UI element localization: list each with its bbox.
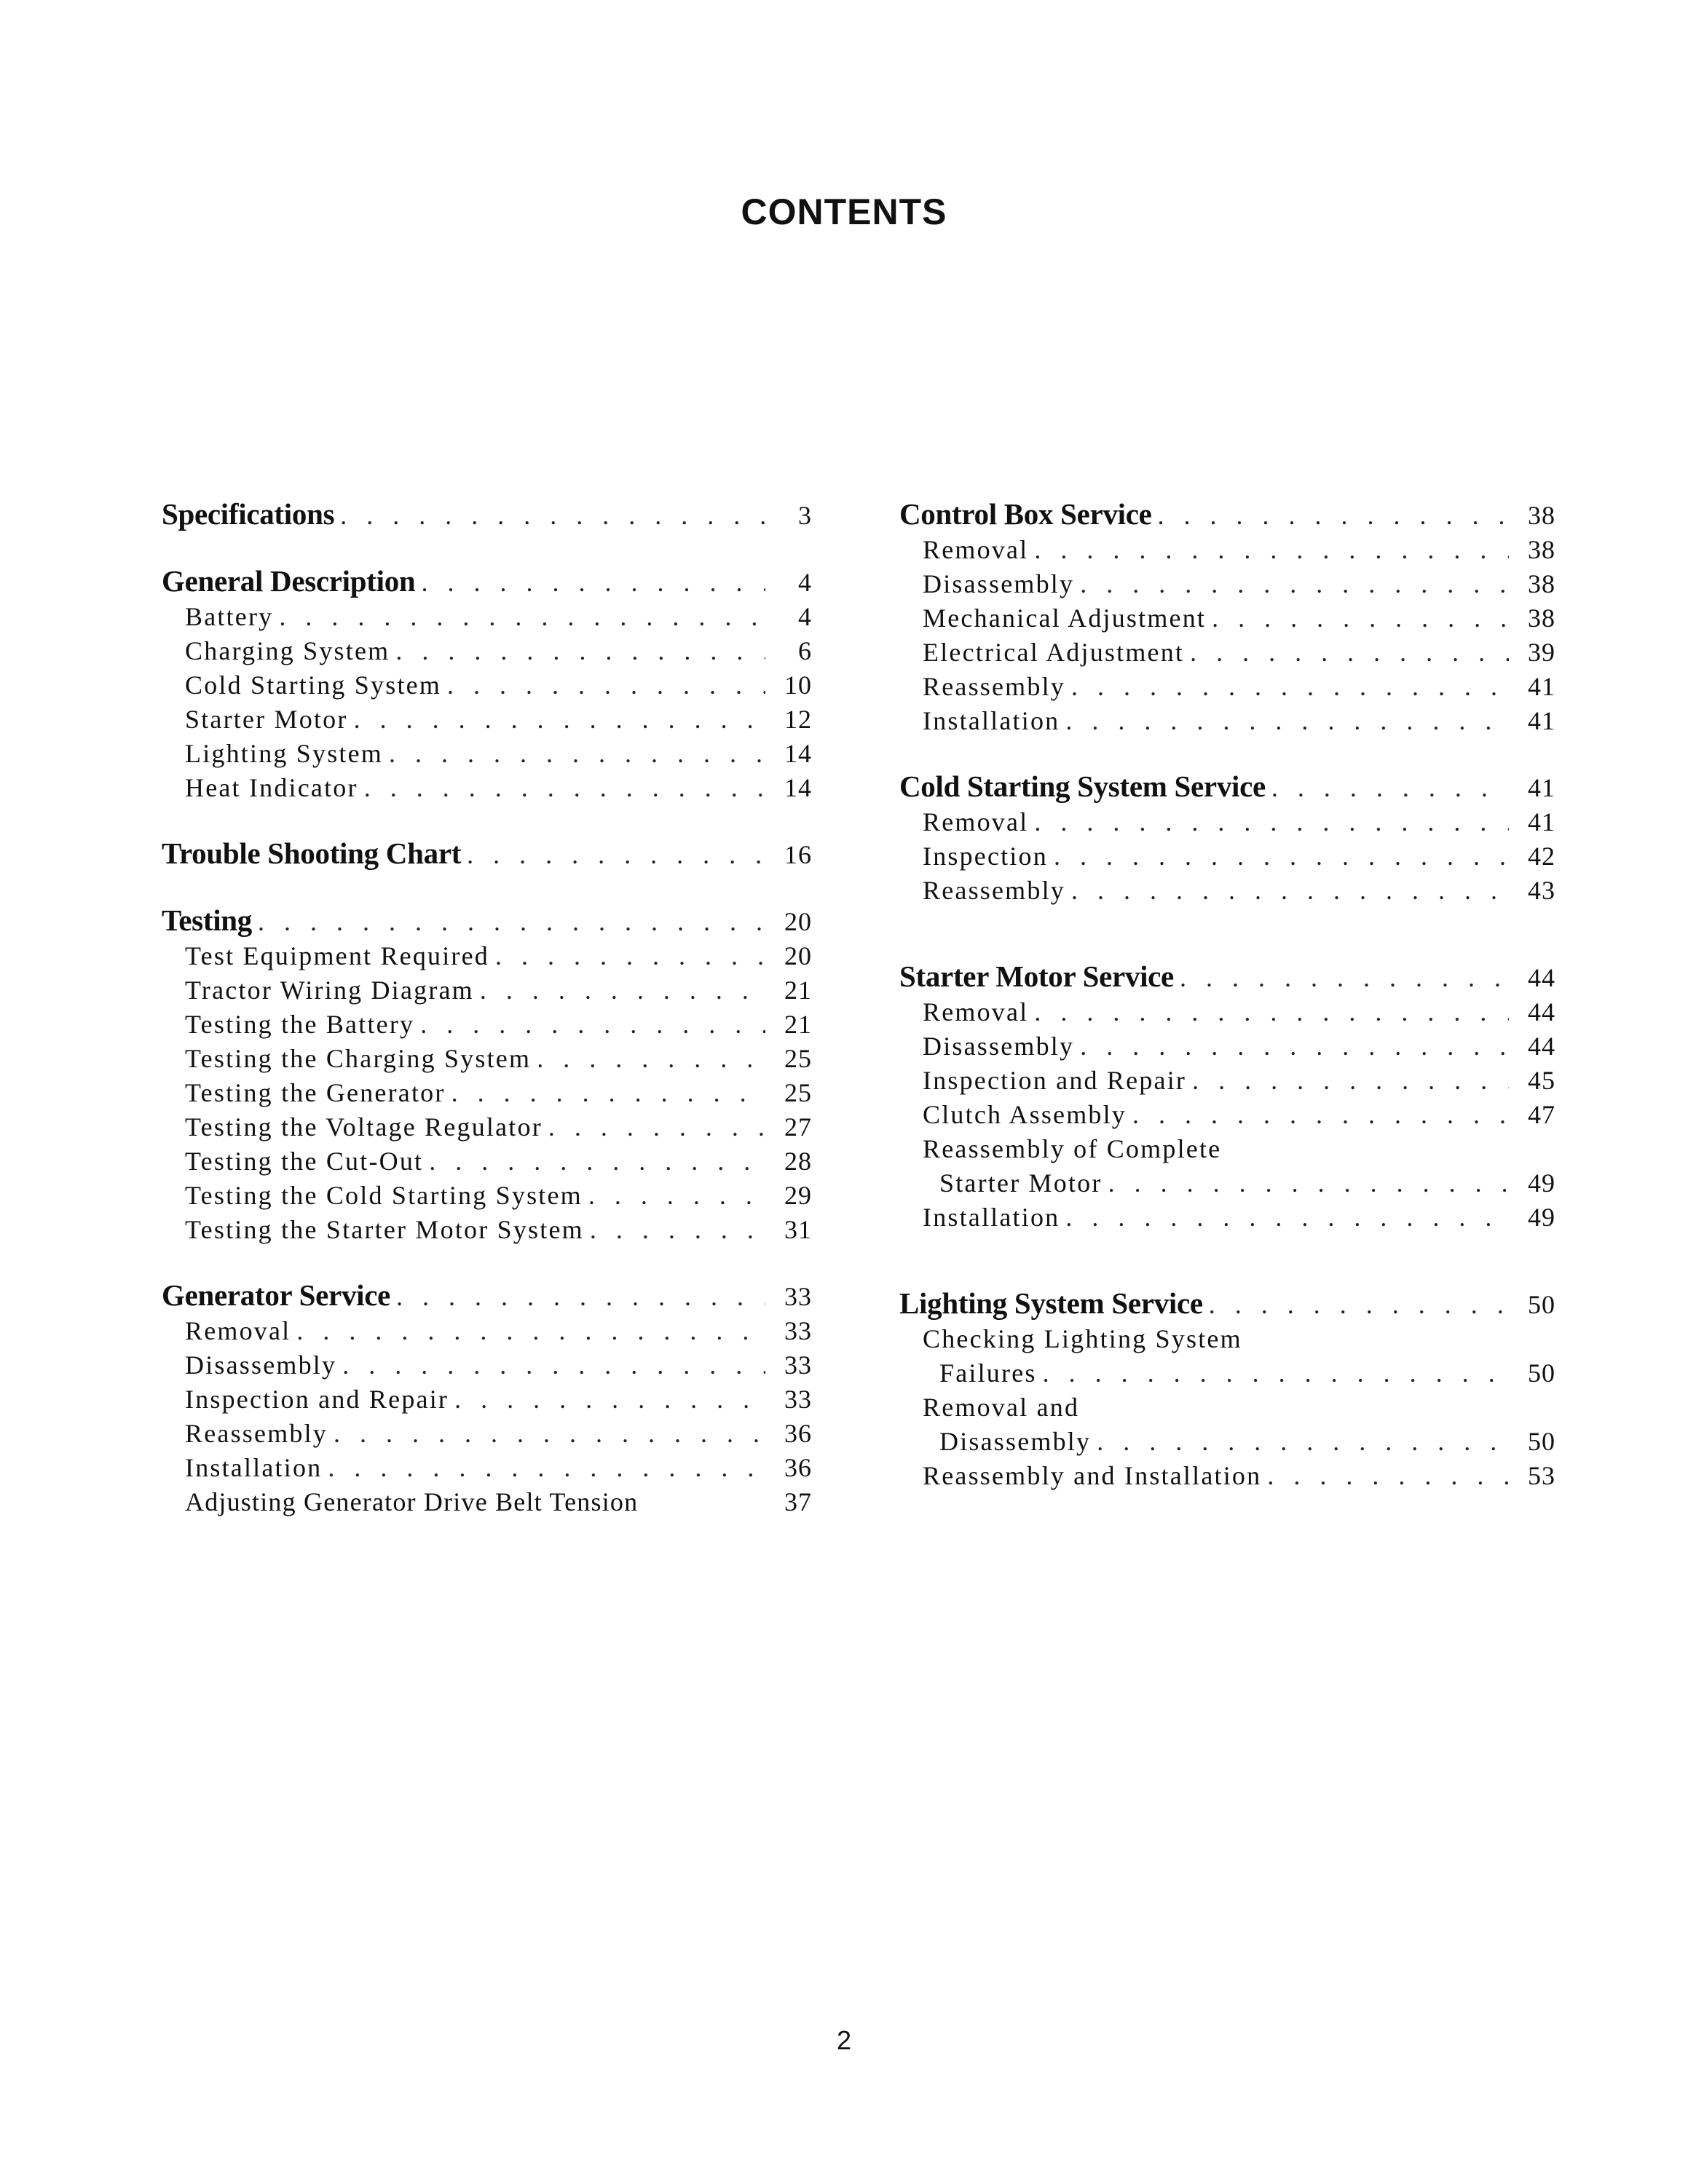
toc-item[interactable] <box>899 670 1555 704</box>
toc-item[interactable] <box>899 1459 1555 1493</box>
dot-leader <box>414 1008 765 1042</box>
toc-page-number: 20 <box>784 907 812 936</box>
toc-item-label: Testing the Voltage Regulator <box>185 1112 543 1142</box>
toc-page-number: 21 <box>784 1010 812 1039</box>
toc-item-label: Reassembly and Installation <box>923 1461 1262 1490</box>
toc-item-label: Installation <box>185 1453 323 1482</box>
toc-page-number: 36 <box>784 1453 812 1482</box>
dot-leader <box>543 1110 765 1144</box>
dot-leader <box>1261 1459 1509 1493</box>
toc-item-label: Reassembly of Complete <box>923 1134 1222 1163</box>
toc-right-column <box>899 495 1555 1493</box>
toc-page-number: 21 <box>784 976 812 1005</box>
section-gap <box>899 908 1555 957</box>
toc-item-label: Adjusting Generator Drive Belt Tension <box>185 1487 639 1516</box>
toc-item[interactable] <box>899 874 1555 908</box>
toc-item-label: Testing the Charging System <box>185 1044 532 1073</box>
dot-leader <box>1028 995 1509 1029</box>
toc-page-number: 28 <box>784 1147 812 1176</box>
toc-item-label: Disassembly <box>923 569 1075 598</box>
dot-leader <box>348 703 765 737</box>
toc-page-number: 33 <box>784 1350 812 1380</box>
toc-heading[interactable] <box>162 495 812 533</box>
toc-item-label: Inspection <box>923 842 1048 871</box>
toc-page-number: 25 <box>784 1044 812 1073</box>
toc-item[interactable] <box>162 1485 812 1519</box>
toc-item[interactable] <box>899 1029 1555 1064</box>
toc-page-number: 31 <box>784 1215 812 1244</box>
dot-leader <box>1203 1286 1509 1324</box>
dot-leader <box>489 939 765 973</box>
toc-item[interactable] <box>162 703 812 737</box>
toc-item[interactable] <box>899 839 1555 874</box>
toc-page-number: 37 <box>784 1487 812 1516</box>
toc-page-number: 39 <box>1528 638 1555 667</box>
section-gap <box>162 1247 812 1276</box>
toc-page-number: 45 <box>1528 1066 1555 1095</box>
toc-item[interactable] <box>162 1076 812 1110</box>
toc-page-number: 14 <box>784 773 812 802</box>
toc-page-number: 41 <box>1528 773 1555 802</box>
toc-page-number: 49 <box>1528 1203 1555 1232</box>
dot-leader <box>390 634 765 668</box>
page-number: 2 <box>836 2025 852 2055</box>
toc-heading[interactable] <box>162 834 812 872</box>
dot-leader <box>1065 874 1509 908</box>
toc-item[interactable] <box>162 737 812 771</box>
toc-item[interactable] <box>899 1425 1555 1459</box>
toc-page-number: 29 <box>784 1181 812 1210</box>
toc-item-label: Removal <box>923 535 1029 564</box>
toc-item-label: Reassembly <box>923 876 1065 905</box>
toc-item-label: Testing the Cold Starting System <box>185 1181 583 1210</box>
toc-page-number: 33 <box>784 1316 812 1345</box>
toc-item-label: Removal <box>923 997 1029 1026</box>
dot-leader <box>1028 533 1509 567</box>
dot-leader <box>1074 1029 1509 1064</box>
toc-item[interactable] <box>162 1179 812 1213</box>
toc-item[interactable] <box>162 1042 812 1076</box>
dot-leader <box>1065 670 1509 704</box>
dot-leader <box>328 1417 765 1451</box>
toc-item[interactable] <box>162 1110 812 1144</box>
toc-item-label: Starter Motor <box>185 705 348 734</box>
toc-page-number: 38 <box>1528 501 1555 530</box>
dot-leader <box>252 903 765 941</box>
toc-item-label: Mechanical Adjustment <box>923 604 1207 633</box>
toc-item[interactable] <box>899 1322 1555 1356</box>
dot-leader <box>1074 567 1509 601</box>
toc-page-number: 49 <box>1528 1168 1555 1198</box>
toc-item-label: Electrical Adjustment <box>923 638 1185 667</box>
toc-page-number: 53 <box>1528 1461 1555 1490</box>
toc-item[interactable] <box>162 1348 812 1382</box>
toc-item[interactable] <box>162 939 812 973</box>
section-gap <box>162 872 812 901</box>
toc-heading-label: General Description <box>162 564 416 598</box>
toc-item[interactable] <box>899 601 1555 636</box>
toc-page-number: 20 <box>784 941 812 970</box>
toc-item[interactable] <box>899 1064 1555 1098</box>
toc-item[interactable] <box>899 995 1555 1029</box>
toc-page-number: 38 <box>1528 569 1555 598</box>
section-gap <box>899 1235 1555 1284</box>
toc-page-number: 33 <box>784 1282 812 1311</box>
toc-page-number: 41 <box>1528 807 1555 836</box>
toc-page-number: 43 <box>1528 876 1555 905</box>
toc-item-label: Removal and <box>923 1393 1080 1422</box>
dot-leader <box>584 1213 765 1247</box>
toc-item-label: Starter Motor <box>939 1168 1103 1198</box>
toc-heading-label: Specifications <box>162 497 335 531</box>
toc-item[interactable] <box>162 634 812 668</box>
toc-item[interactable] <box>162 1144 812 1179</box>
toc-item-label: Charging System <box>185 636 390 665</box>
toc-heading-label: Generator Service <box>162 1278 391 1312</box>
toc-heading-label: Testing <box>162 903 252 937</box>
toc-item-label: Testing the Starter Motor System <box>185 1215 584 1244</box>
section-gap <box>899 738 1555 767</box>
toc-item-label: Cold Starting System <box>185 670 442 700</box>
toc-item-label: Reassembly <box>185 1419 328 1448</box>
toc-page-number: 4 <box>798 568 812 597</box>
dot-leader <box>1028 805 1509 839</box>
toc-heading[interactable] <box>899 1284 1555 1322</box>
toc-item-label: Testing the Generator <box>185 1078 446 1107</box>
toc-page-number: 50 <box>1528 1427 1555 1456</box>
dot-leader <box>415 563 765 601</box>
toc-item[interactable] <box>899 805 1555 839</box>
toc-item[interactable] <box>899 1200 1555 1235</box>
toc-item-label: Lighting System <box>185 739 384 768</box>
toc-heading[interactable] <box>899 957 1555 995</box>
toc-page-number: 27 <box>784 1112 812 1142</box>
toc-page-number: 16 <box>784 840 812 869</box>
toc-item[interactable] <box>899 567 1555 601</box>
dot-leader <box>446 1076 765 1110</box>
section-gap <box>162 805 812 834</box>
toc-page-number: 50 <box>1528 1358 1555 1388</box>
dot-leader <box>1206 601 1509 636</box>
toc-item-label: Failures <box>939 1358 1037 1388</box>
dot-leader <box>474 973 765 1008</box>
toc-item-label: Testing the Battery <box>185 1010 415 1039</box>
toc-page-number: 44 <box>1528 997 1555 1026</box>
toc-heading-label: Cold Starting System Service <box>899 769 1266 803</box>
toc-heading[interactable] <box>162 901 812 939</box>
dot-leader <box>1184 636 1509 670</box>
toc-heading-label: Control Box Service <box>899 497 1152 531</box>
toc-page-number: 36 <box>784 1419 812 1448</box>
toc-item-label: Removal <box>185 1316 291 1345</box>
toc-page-number: 44 <box>1528 963 1555 992</box>
toc-item[interactable] <box>162 973 812 1008</box>
toc-item[interactable] <box>162 1382 812 1417</box>
dot-leader <box>1103 1166 1509 1200</box>
toc-item[interactable] <box>899 636 1555 670</box>
toc-page-number: 12 <box>784 705 812 734</box>
toc-item[interactable] <box>162 1213 812 1247</box>
toc-heading[interactable] <box>162 562 812 600</box>
toc-item-label: Testing the Cut-Out <box>185 1147 424 1176</box>
dot-leader <box>358 771 765 805</box>
toc-item[interactable] <box>162 600 812 634</box>
toc-page-number: 50 <box>1528 1290 1555 1319</box>
dot-leader <box>1037 1356 1509 1390</box>
dot-leader <box>1127 1098 1509 1132</box>
toc-item[interactable] <box>899 533 1555 567</box>
toc-heading-label: Trouble Shooting Chart <box>162 836 462 870</box>
toc-item[interactable] <box>899 1390 1555 1425</box>
toc-page-number: 3 <box>798 501 812 530</box>
toc-heading[interactable] <box>899 767 1555 805</box>
dot-leader <box>1186 1064 1509 1098</box>
toc-item-label: Reassembly <box>923 672 1065 701</box>
toc-item-label: Inspection and Repair <box>185 1385 449 1414</box>
toc-item-label: Test Equipment Required <box>185 941 490 970</box>
dot-leader <box>383 737 765 771</box>
dot-leader <box>336 1348 765 1382</box>
toc-page-number: 33 <box>784 1385 812 1414</box>
toc-item-label: Disassembly <box>923 1032 1075 1061</box>
dot-leader <box>291 1314 765 1348</box>
dot-leader <box>583 1179 765 1213</box>
dot-leader <box>322 1451 765 1485</box>
dot-leader <box>423 1144 765 1179</box>
dot-leader <box>273 600 765 634</box>
toc-page-number: 4 <box>798 602 812 631</box>
toc-page-number: 44 <box>1528 1032 1555 1061</box>
toc-page-number: 47 <box>1528 1100 1555 1129</box>
toc-heading[interactable] <box>162 1276 812 1314</box>
dot-leader <box>1174 959 1509 997</box>
dot-leader <box>1152 496 1509 534</box>
toc-item[interactable] <box>162 1451 812 1485</box>
toc-item-label: Heat Indicator <box>185 773 358 802</box>
toc-item-label: Installation <box>923 1203 1060 1232</box>
toc-item[interactable] <box>162 668 812 703</box>
dot-leader <box>334 496 765 534</box>
toc-heading-label: Starter Motor Service <box>899 960 1174 993</box>
toc-item-label: Tractor Wiring Diagram <box>185 976 474 1005</box>
toc-item[interactable] <box>162 1314 812 1348</box>
dot-leader <box>390 1278 765 1315</box>
toc-item-label: Inspection and Repair <box>923 1066 1187 1095</box>
dot-leader <box>531 1042 765 1076</box>
toc-left-column <box>162 495 812 1519</box>
toc-page-number: 41 <box>1528 706 1555 735</box>
dot-leader <box>441 668 765 703</box>
toc-page-number: 42 <box>1528 842 1555 871</box>
toc-item-label: Removal <box>923 807 1029 836</box>
toc-item-label: Disassembly <box>939 1427 1092 1456</box>
toc-page-number: 10 <box>784 670 812 700</box>
toc-heading-label: Lighting System Service <box>899 1286 1203 1320</box>
toc-item[interactable] <box>162 1417 812 1451</box>
dot-leader <box>1091 1425 1509 1459</box>
toc-page-number: 6 <box>798 636 812 665</box>
toc-item-label: Battery <box>185 602 274 631</box>
toc-item[interactable] <box>899 1166 1555 1200</box>
toc-item-label: Installation <box>923 706 1060 735</box>
dot-leader <box>1060 704 1509 738</box>
toc-item[interactable] <box>899 1356 1555 1390</box>
toc-heading[interactable] <box>899 495 1555 533</box>
dot-leader <box>1266 769 1509 807</box>
dot-leader <box>1060 1200 1509 1235</box>
toc-page-number: 25 <box>784 1078 812 1107</box>
toc-page-number: 38 <box>1528 535 1555 564</box>
toc-item-label: Clutch Assembly <box>923 1100 1127 1129</box>
toc-item[interactable] <box>162 771 812 805</box>
toc-item-label: Checking Lighting System <box>923 1324 1242 1353</box>
page-title: CONTENTS <box>741 191 947 232</box>
toc-item[interactable] <box>899 704 1555 738</box>
section-gap <box>162 533 812 562</box>
dot-leader <box>449 1382 765 1417</box>
toc-page-number: 14 <box>784 739 812 768</box>
toc-item[interactable] <box>899 1098 1555 1132</box>
toc-page-number: 41 <box>1528 672 1555 701</box>
dot-leader <box>461 836 765 874</box>
toc-page-number: 38 <box>1528 604 1555 633</box>
dot-leader <box>1048 839 1509 874</box>
toc-item[interactable] <box>899 1132 1555 1166</box>
toc-item[interactable] <box>162 1008 812 1042</box>
toc-item-label: Disassembly <box>185 1350 337 1380</box>
